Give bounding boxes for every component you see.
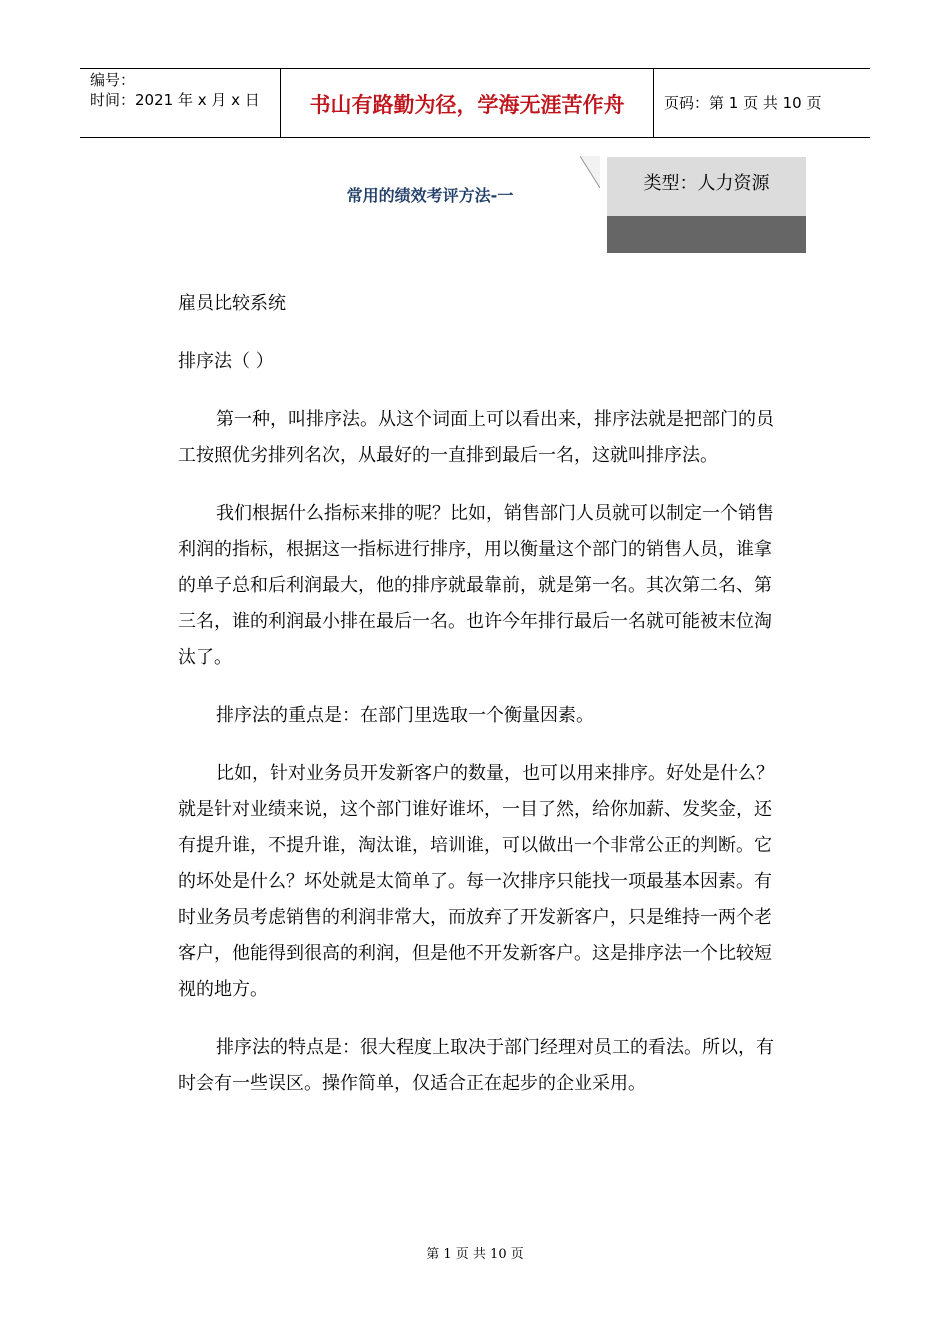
body-paragraph: 比如，针对业务员开发新客户的数量，也可以用来排序。好处是什么？就是针对业绩来说，这个部门谁好谁坏，一目了然，给你加薪、发奖金，还有提升谁，不提升谁，淘汰谁，培训谁，可以做出一个非常公正的判断。它的坏处是什么？坏处就是太简单了。每一次排序只能找一项最基本因素。有时业务员考虑销售的利润非常大，而放弃了开发新客户，只是维持一两个老客户，他能得到很高的利润，但是他不开发新客户。这是排序法一个比较短视的地方。: [178, 763, 774, 1000]
document-header-table: [80, 68, 870, 138]
header-motto-cell: [281, 69, 654, 137]
header-meta-cell: [80, 69, 281, 137]
document-body: [178, 286, 778, 1124]
body-paragraph: 排序法的特点是：很大程度上取决于部门经理对员工的看法。所以，有时会有一些误区。操作简单，仅适合正在起步的企业采用。: [178, 1037, 774, 1094]
page-info: 页码：第 1 页 共 10 页: [664, 94, 822, 112]
page-footer: 第 1 页 共 10 页: [426, 1247, 524, 1262]
subsection-heading: 排序法（ ）: [178, 351, 274, 372]
motto-text: 书山有路勤为径，学海无涯苦作舟: [309, 92, 625, 117]
header-page-cell: [654, 69, 870, 137]
serial-number-label: 编号：: [90, 71, 136, 89]
page-corner-fold: [580, 156, 600, 188]
date-label: 时间：2021 年 x 月 x 日: [90, 91, 260, 109]
category-box: [607, 157, 806, 216]
category-bar: [607, 216, 806, 253]
body-paragraph: 我们根据什么指标来排的呢？比如，销售部门人员就可以制定一个销售利润的指标，根据这一指标进行排序，用以衡量这个部门的销售人员，谁拿的单子总和后利润最大，他的排序就最靠前，就是第一名。其次第二名、第三名，谁的利润最小排在最后一名。也许今年排行最后一名就可能被末位淘汰了。: [178, 503, 774, 668]
category-label: 类型：人力资源: [643, 173, 770, 194]
section-heading: 雇员比较系统: [178, 293, 286, 314]
body-paragraph: 第一种，叫排序法。从这个词面上可以看出来，排序法就是把部门的员工按照优劣排列名次，从最好的一直排到最后一名，这就叫排序法。: [178, 409, 774, 466]
document-title: 常用的绩效考评方法-一: [346, 186, 514, 205]
body-paragraph: 排序法的重点是：在部门里选取一个衡量因素。: [216, 705, 594, 726]
